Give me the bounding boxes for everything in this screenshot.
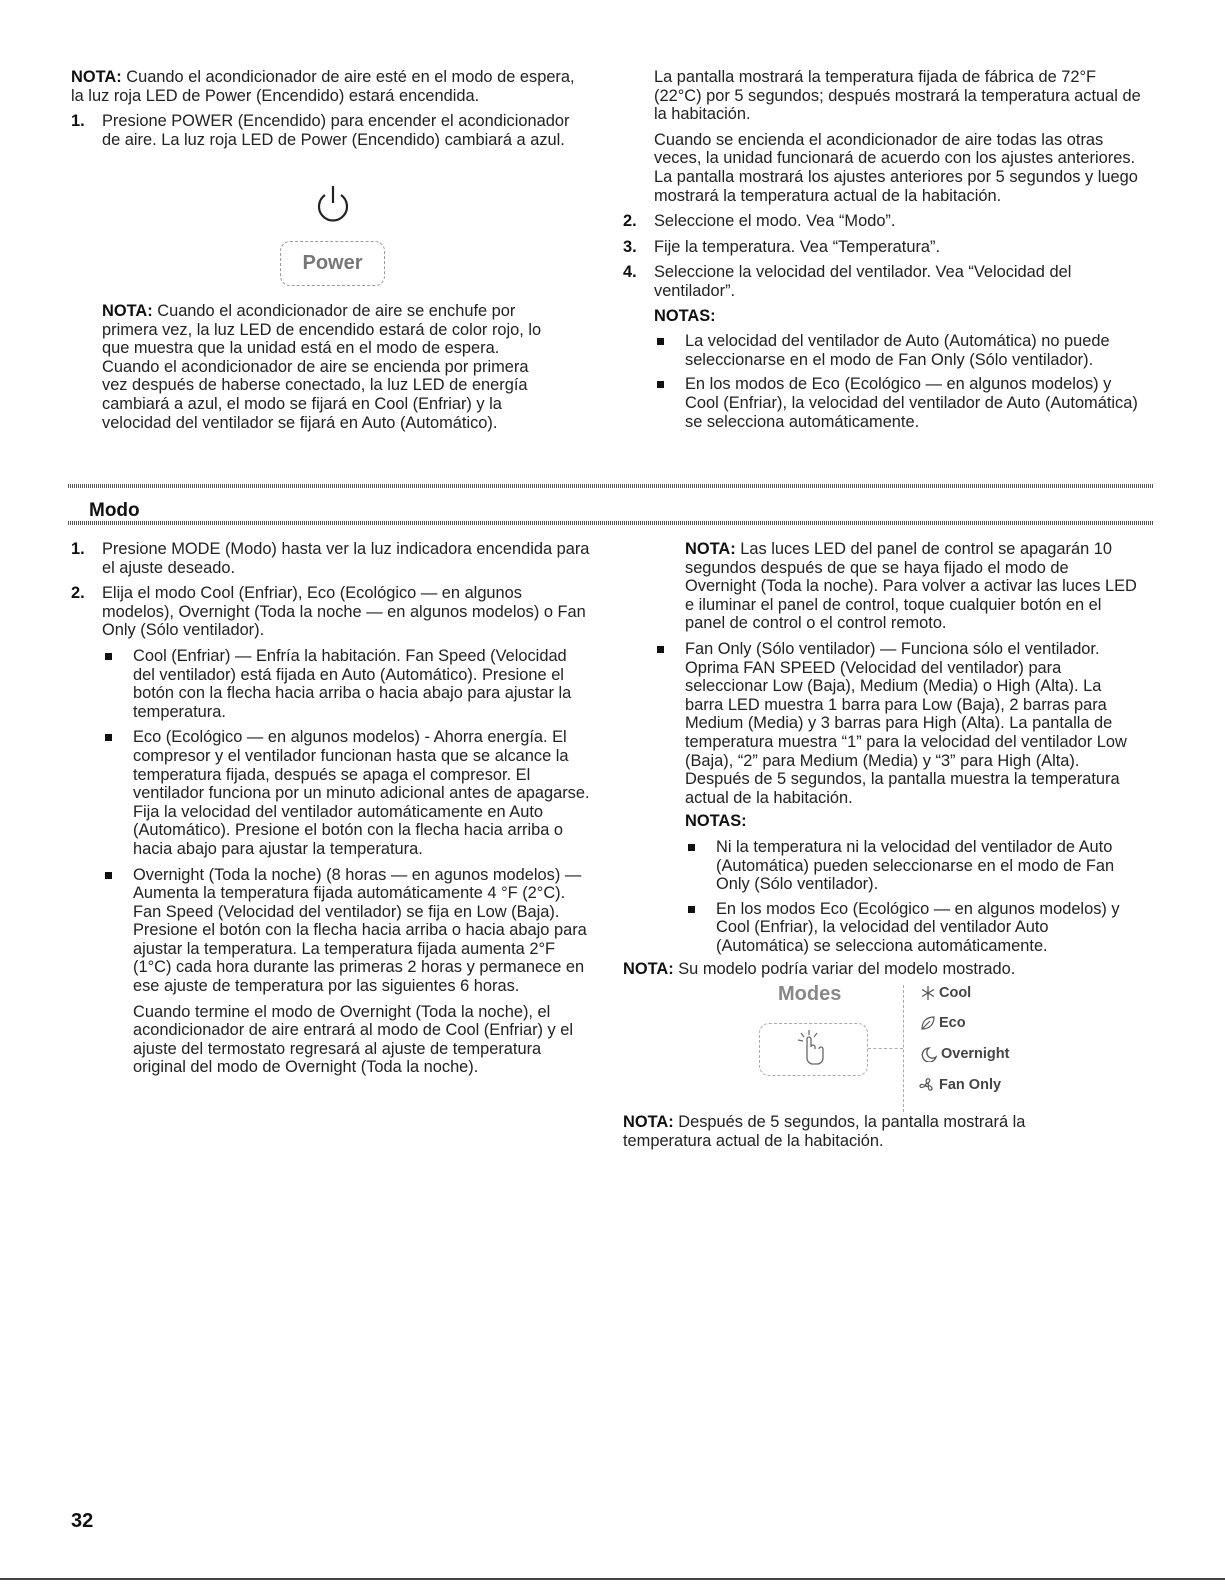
moon-icon: [920, 1046, 938, 1062]
step-number: 1.: [71, 540, 85, 558]
section-divider-top: [68, 484, 1153, 488]
connector-line: [903, 985, 904, 1112]
nota-label: NOTA:: [623, 1113, 674, 1131]
leaf-icon: [920, 1015, 936, 1031]
mode-option-fan-only: [918, 1076, 1001, 1095]
modo-left-column: [71, 540, 591, 1077]
nota-model-varies: [623, 960, 1143, 979]
note-bullet: [654, 332, 1143, 369]
notas-heading: NOTAS:: [654, 306, 716, 325]
step-text: Seleccione la velocidad del ventilador. Vea “Velocidad del ventilador”.: [654, 263, 1072, 300]
step-number: 2.: [623, 212, 637, 231]
step-number: 4.: [623, 263, 637, 282]
step-text: Elija el modo Cool (Enfriar), Eco (Ecológico — en algunos modelos), Overnight (Toda la noche — en algunos modelos) o Fan Only (Sólo ventilador).: [102, 584, 586, 640]
bullet-text: Overnight (Toda la noche) (8 horas — en agunos modelos) — Aumenta la temperatura fijada automáticamente 4 °F (2°C). Fan Speed (Velocidad del ventilador) se fija en Low (Baja). Presione el botón con la flecha hacia arriba o hacia abajo para ajustar la temperatura. La temperatura fijada aumenta 2°F (1°C) cada hora durante las primeras 2 horas y permanece en ese ajuste de temperatura por las siguientes 6 horas.: [133, 865, 587, 996]
note-text: Ni la temperatura ni la velocidad del ventilador de Auto (Automática) pueden seleccionarse en el modo de Fan Only (Sólo ventilador).: [716, 837, 1115, 894]
note-bullet: [685, 900, 1143, 956]
mode-bullet-overnight: [102, 866, 591, 1078]
factory-temp-text: La pantalla mostrará la temperatura fijada de fábrica de 72°F (22°C) por 5 segundos; después mostrará la temperatura actual de la habitación.: [654, 68, 1141, 124]
nota-label: NOTA:: [685, 540, 736, 558]
mode-bullet-cool: [102, 647, 591, 721]
top-left-column: [71, 68, 591, 149]
section-divider-bottom: [68, 521, 1153, 525]
mode-bullet-eco: [102, 728, 591, 858]
modo-step-1: [71, 540, 591, 577]
nota-text: Las luces LED del panel de control se apagarán 10 segundos después de que se haya fijado el modo de Overnight (Toda la noche). Para volver a activar las luces LED e iluminar el panel de control, toque cualquier botón en el panel de control o el control remoto.: [685, 540, 1137, 633]
page-number: 32: [71, 1510, 94, 1532]
page-bottom-rule: [0, 1578, 1225, 1580]
step-text: Presione MODE (Modo) hasta ver la luz indicadora encendida para el ajuste deseado.: [102, 540, 590, 577]
modo-right-column: [623, 540, 1143, 979]
power-icon: [315, 183, 351, 225]
nota-text: Su modelo podría variar del modelo mostrado.: [673, 960, 1016, 979]
nota-label: NOTA:: [102, 302, 153, 320]
mode-bullet-fan-only: [654, 640, 1143, 807]
nota-overnight-leds: [685, 540, 1143, 633]
power-button[interactable]: [280, 241, 385, 286]
step-1-power: [71, 112, 591, 149]
nota-first-plug: [102, 302, 557, 432]
step-4: [623, 263, 1143, 300]
note-text: La velocidad del ventilador de Auto (Automática) no puede seleccionarse en el modo de Fan Only (Sólo ventilador).: [685, 332, 1110, 369]
connector-line: [868, 1048, 903, 1049]
mode-option-eco: [920, 1014, 966, 1033]
note-text: En los modos de Eco (Ecológico — en algunos modelos) y Cool (Enfriar), la velocidad del ventilador de Auto (Automática) se selecciona automáticamente.: [685, 375, 1138, 431]
bullet-text: Cool (Enfriar) — Enfría la habitación. Fan Speed (Velocidad del ventilador) está fijada en Auto (Automático). Presione el botón con la flecha hacia arriba o hacia abajo para ajustar la temperatura.: [133, 646, 572, 721]
bullet-text: Eco (Ecológico — en algunos modelos) - Ahorra energía. El compresor y el ventilador funcionan hasta que se alcance la temperatura fijada, después se apaga el compresor. El ventilador funciona por un minuto adicional antes de apagarse. Fija la velocidad del ventilador automáticamente en Auto (Automático). Presione el botón con la flecha hacia arriba o hacia abajo para ajustar la temperatura.: [133, 728, 590, 858]
note-bullet: [654, 375, 1143, 431]
step-text: Fije la temperatura. Vea “Temperatura”.: [654, 237, 941, 256]
nota-five-seconds: [623, 1113, 1083, 1150]
nota-label: NOTA:: [71, 68, 122, 86]
bullet-text: Fan Only (Sólo ventilador) — Funciona sólo el ventilador. Oprima FAN SPEED (Velocidad del ventilador) para seleccionar Low (Baja), Medium (Media) o High (Alta). La barra LED muestra 1 barra para Low (Baja), 2 barras para Medium (Media) y 3 barras para High (Alta). La pantalla de temperatura muestra “1” para la velocidad del ventilador Low (Baja), “2” para Medium (Media) y “3” para High (Alta). Después de 5 segundos, la pantalla muestra la temperatura actual de la habitación.: [685, 639, 1127, 807]
mode-option-label: Eco: [939, 1015, 966, 1031]
note-bullet: [685, 838, 1143, 894]
mode-option-cool: [920, 984, 971, 1003]
mode-option-label: Fan Only: [939, 1077, 1002, 1093]
modes-diagram-title: Modes: [778, 983, 842, 1005]
step-text: Presione POWER (Encendido) para encender el acondicionador de aire. La luz roja LED de Power (Encendido) cambiará a azul.: [102, 112, 570, 149]
press-hand-icon: [793, 1028, 833, 1070]
mode-option-label: Overnight: [941, 1046, 1010, 1062]
nota-text: Cuando el acondicionador de aire se enchufe por primera vez, la luz LED de encendido estará de color rojo, lo que muestra que la unidad está en el modo de espera. Cuando el acondicionador de aire se encienda por primera vez después de haberse conectado, la luz LED de energía cambiará a azul, el modo se fijará en Cool (Enfriar) y la velocidad del ventilador se fijará en Auto (Automático).: [102, 302, 542, 432]
step-number: 1.: [71, 112, 85, 131]
step-number: 2.: [71, 584, 85, 603]
section-title: Modo: [89, 500, 140, 521]
power-button-label: Power: [302, 252, 363, 275]
subsequent-start-text: Cuando se encienda el acondicionador de aire todas las otras veces, la unidad funcionará de acuerdo con los ajustes anteriores. La pantalla mostrará los ajustes anteriores por 5 segundos y luego mostrará la temperatura actual de la habitación.: [654, 130, 1138, 205]
nota-text: Después de 5 segundos, la pantalla mostrará la temperatura actual de la habitación.: [623, 1113, 1026, 1150]
mode-button[interactable]: [759, 1023, 868, 1076]
nota-label: NOTA:: [623, 960, 674, 979]
fan-icon: [918, 1077, 936, 1093]
step-number: 3.: [623, 237, 637, 256]
nota-text: Cuando el acondicionador de aire esté en el modo de espera, la luz roja LED de Power (Encendido) estará encendida.: [71, 68, 575, 105]
step-2: [623, 212, 1143, 231]
modo-step-2: [71, 584, 591, 640]
step-3: [623, 238, 1143, 257]
nota-standby: [71, 68, 591, 105]
notas-heading: NOTAS:: [685, 812, 747, 831]
overnight-continuation: Cuando termine el modo de Overnight (Toda la noche), el acondicionador de aire entrará al modo de Cool (Enfriar) y el ajuste del termostato regresará al ajuste de temperatura original del modo de Overnight (Toda la noche).: [133, 1002, 574, 1077]
snowflake-icon: [920, 985, 936, 1001]
mode-option-overnight: [920, 1045, 1009, 1064]
note-text: En los modos Eco (Ecológico — en algunos modelos) y Cool (Enfriar), la velocidad del ventilador Auto (Automática) se selecciona automáticamente.: [716, 899, 1120, 955]
step-text: Seleccione el modo. Vea “Modo”.: [654, 212, 896, 231]
top-right-column: [623, 68, 1143, 431]
mode-option-label: Cool: [939, 985, 972, 1001]
